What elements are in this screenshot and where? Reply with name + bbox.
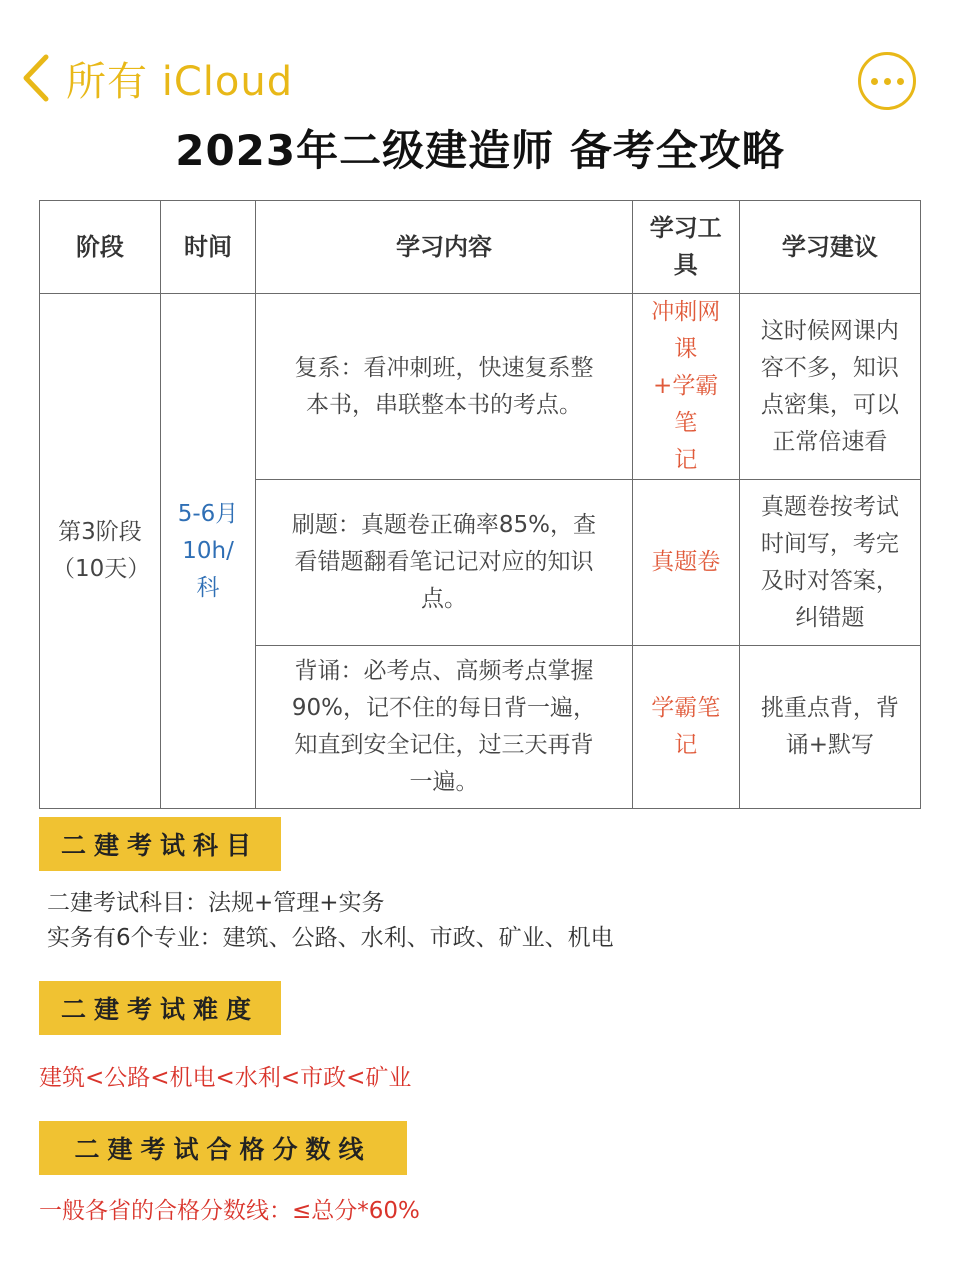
advice-line: 及时对答案，: [760, 567, 899, 594]
advice-cell: [739, 646, 920, 809]
page-title: 2023年二级建造师 备考全攻略: [175, 126, 785, 175]
more-dot: [897, 78, 904, 85]
tool-line: 记: [674, 447, 698, 473]
subjects-line: 实务有6个专业：建筑、公路、水利、市政、矿业、机电: [47, 925, 614, 951]
tool-line: +学霸笔: [653, 373, 719, 436]
table-row: [40, 294, 921, 480]
stage-cell: [40, 294, 161, 809]
section-tag-subjects: 二建考试科目: [39, 817, 281, 871]
tool-line: 学霸笔记: [651, 695, 721, 758]
content-line: 知直到安全记住，过三天再背: [294, 732, 594, 758]
content-cell: [256, 480, 633, 646]
content-line: 本书，串联整本书的考点。: [305, 391, 582, 418]
more-dot: [884, 78, 891, 85]
content-line: 90%，记不住的每日背一遍，: [291, 695, 597, 721]
more-horizontal-icon: [871, 78, 878, 85]
table-header-row: [40, 201, 921, 294]
header-advice: 学习建议: [739, 201, 920, 294]
time-months: 5-6月: [177, 500, 239, 527]
content-line: 看错题翻看笔记记对应的知识: [294, 549, 594, 575]
advice-line: 纠错题: [795, 604, 865, 631]
content-line: 复系：看冲刺班，快速复系整: [294, 354, 594, 381]
section-tag-passline: 二建考试合格分数线: [39, 1121, 407, 1175]
advice-line: 点密集，可以: [760, 391, 899, 418]
content-line: 刷题：真题卷正确率85%，查: [291, 512, 597, 538]
content-line: 背诵：必考点、高频考点掌握: [294, 658, 594, 684]
back-button-label: 所有 iCloud: [66, 58, 294, 105]
time-hours: 10h/科: [182, 537, 234, 601]
stage-duration: （10天）: [52, 556, 151, 582]
subjects-text: [47, 886, 614, 956]
study-plan-table: [39, 200, 921, 809]
chevron-left-icon: [20, 53, 52, 103]
header-time: 时间: [160, 201, 255, 294]
subjects-line: 二建考试科目：法规+管理+实务: [47, 890, 385, 916]
section-tag-difficulty: 二建考试难度: [39, 981, 281, 1035]
advice-line: 正常倍速看: [772, 428, 888, 455]
advice-line: 挑重点背，背: [760, 695, 899, 721]
content-line: 一遍。: [409, 769, 479, 795]
advice-line: 真题卷按考试: [760, 493, 899, 520]
header-stage: 阶段: [40, 201, 161, 294]
content-cell: [256, 646, 633, 809]
advice-cell: [739, 294, 920, 480]
difficulty-text: 建筑<公路<机电<水利<市政<矿业: [39, 1065, 412, 1091]
tool-line: 真题卷: [651, 549, 721, 575]
time-cell: [160, 294, 255, 809]
tool-cell: [632, 480, 739, 646]
content-line: 点。: [420, 586, 467, 612]
advice-line: 诵+默写: [785, 732, 874, 758]
advice-line: 时间写，考完: [760, 530, 899, 557]
content-cell: [256, 294, 633, 480]
advice-line: 容不多，知识: [760, 354, 899, 381]
more-options-button[interactable]: [858, 52, 916, 110]
stage-name: 第3阶段: [58, 519, 142, 545]
tool-cell: [632, 646, 739, 809]
advice-cell: [739, 480, 920, 646]
top-navigation-bar: [0, 0, 960, 120]
tool-cell: [632, 294, 739, 480]
advice-line: 这时候网课内: [760, 317, 899, 344]
header-tool: 学习工具: [632, 201, 739, 294]
back-button[interactable]: [20, 48, 293, 108]
passline-text: 一般各省的合格分数线：≤总分*60%: [39, 1198, 420, 1224]
header-content: 学习内容: [256, 201, 633, 294]
tool-line: 冲刺网课: [651, 299, 721, 362]
